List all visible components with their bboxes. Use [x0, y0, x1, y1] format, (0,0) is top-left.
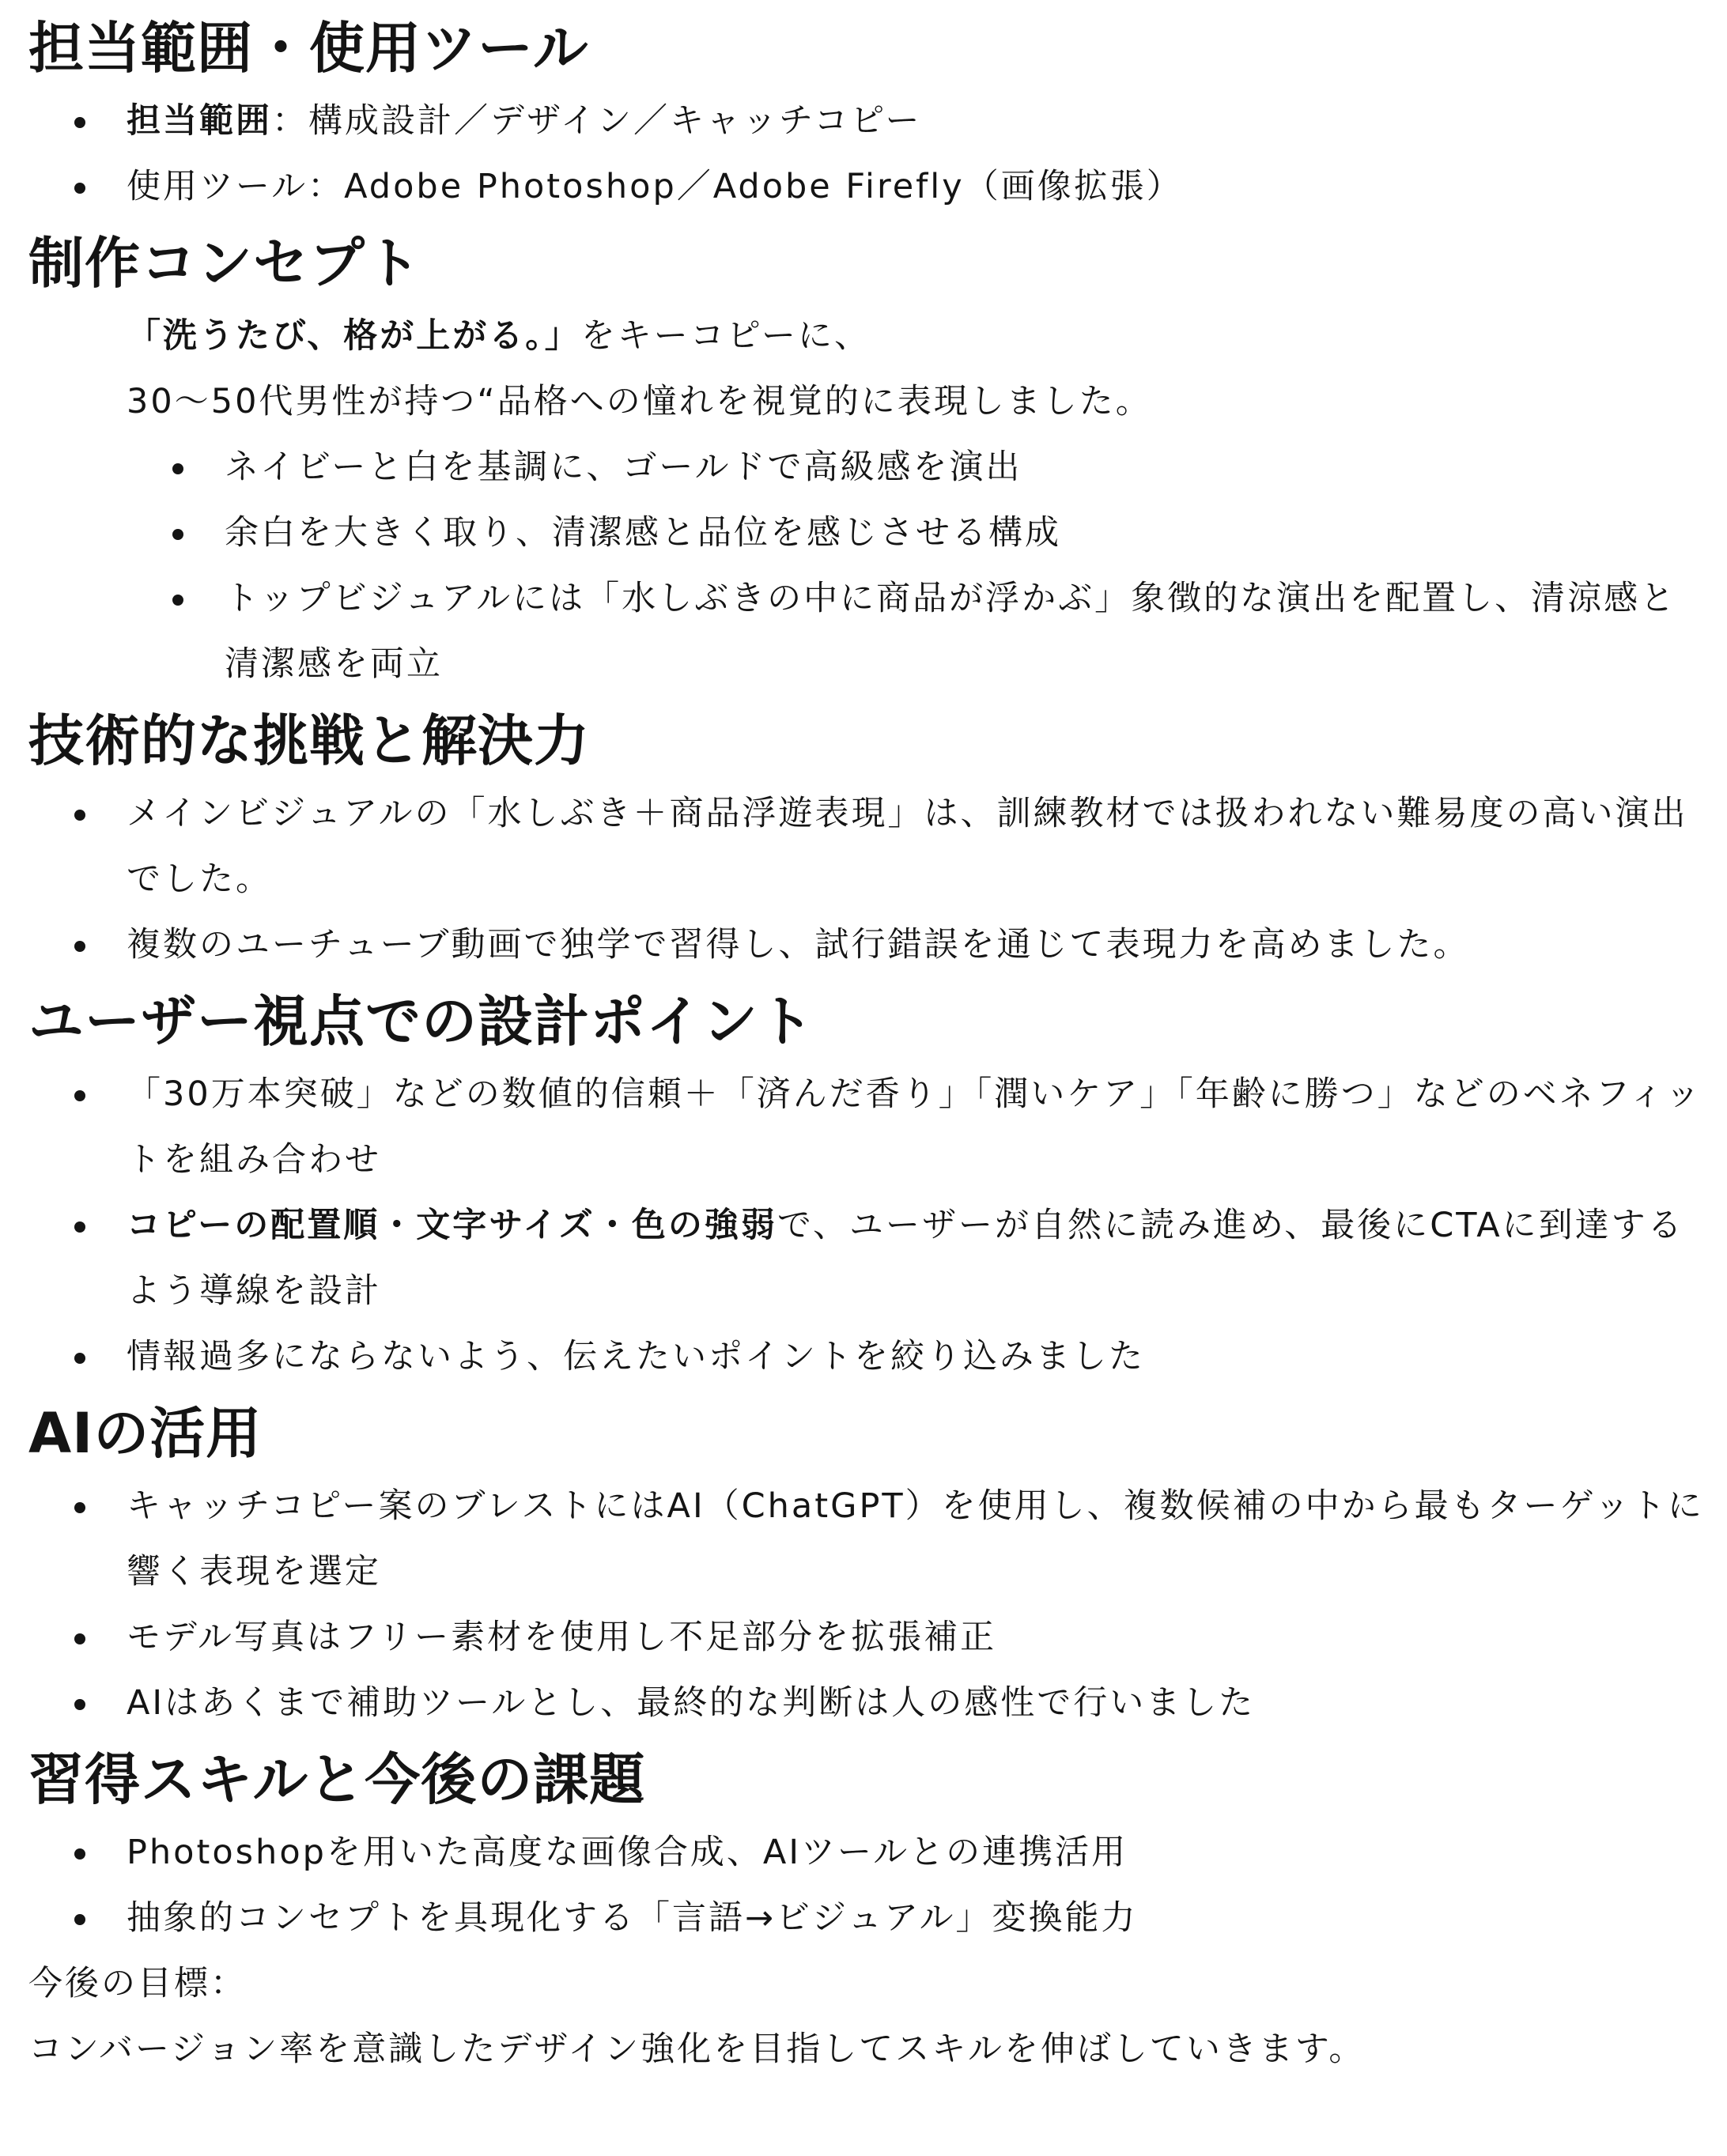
concept-list [28, 435, 1705, 697]
key-copy: 「洗うたび、格が上がる。」 [127, 316, 581, 356]
list-item: トップビジュアルには「水しぶきの中に商品が浮かぶ」象徴的な演出を配置し、清涼感と清潔感を両立 [28, 566, 1705, 697]
intro-text: をキーコピーに、 [580, 316, 871, 356]
section-heading-skills: 習得スキルと今後の課題 [28, 1747, 646, 1812]
section-heading-ai: AIの活用 [28, 1401, 263, 1466]
item-bold: 担当範囲 [127, 101, 272, 141]
list-item: 複数のユーチューブ動画で独学で習得し、試行錯誤を通じて表現力を高めました。 [28, 912, 1705, 978]
section-heading-user-design: ユーザー視点での設計ポイント [28, 989, 814, 1054]
technical-list [28, 781, 1705, 978]
list-item [28, 1062, 1705, 1193]
list-item: 余白を大きく取り、清潔感と品位を感じさせる構成 [28, 500, 1705, 566]
list-item [28, 154, 1705, 220]
item-text: 使用ツール：Adobe Photoshop／Adobe Firefly（画像拡張） [127, 167, 1183, 206]
item-text: で、ユーザーが自然に読み進め、最後にCTAに到達するよう導線を設計 [127, 1206, 1684, 1311]
user-design-list [28, 1062, 1705, 1390]
item-text: 「30万本突破」などの数値的信頼＋「済んだ香り」「潤いケア」「年齢に勝つ」などのベネフィットを組み合わせ [127, 1074, 1702, 1180]
list-item [28, 89, 1705, 154]
list-item: 抽象的コンセプトを具現化する「言語→ビジュアル」変換能力 [28, 1886, 1705, 1951]
list-item: Photoshopを用いた高度な画像合成、AIツールとの連携活用 [28, 1820, 1705, 1886]
item-text: ：構成設計／デザイン／キャッチコピー [272, 101, 922, 141]
ai-list [28, 1474, 1705, 1736]
list-item: メインビジュアルの「水しぶき＋商品浮遊表現」は、訓練教材では扱われない難易度の高い演出でした。 [28, 781, 1705, 912]
list-item: AIはあくまで補助ツールとし、最終的な判断は人の感性で行いました [28, 1671, 1705, 1736]
item-text: 情報過多にならないよう、伝えたいポイントを絞り込みました [127, 1337, 1145, 1376]
list-item: キャッチコピー案のブレストにはAI（ChatGPT）を使用し、複数候補の中から最もターゲットに響く表現を選定 [28, 1474, 1705, 1605]
scope-list [28, 89, 1705, 220]
concept-intro [28, 304, 1705, 369]
section-heading-concept: 制作コンセプト [28, 231, 421, 296]
goal-text: コンバージョン率を意識したデザイン強化を目指してスキルを伸ばしていきます。 [28, 2030, 1366, 2069]
list-item: ネイビーと白を基調に、ゴールドで高級感を演出 [28, 435, 1705, 500]
concept-intro-line2: 30〜50代男性が持つ“品格への憧れを視覚的に表現しました。 [127, 382, 1152, 421]
section-heading-scope: 担当範囲・使用ツール [28, 16, 589, 81]
list-item: モデル写真はフリー素材を使用し不足部分を拡張補正 [28, 1605, 1705, 1671]
list-item [28, 1324, 1705, 1390]
item-bold: コピーの配置順・文字サイズ・色の強弱 [127, 1206, 777, 1245]
skills-list [28, 1820, 1705, 1951]
section-heading-technical: 技術的な挑戦と解決力 [28, 708, 590, 773]
goal-label: 今後の目標： [28, 1964, 247, 2003]
list-item [28, 1193, 1705, 1324]
